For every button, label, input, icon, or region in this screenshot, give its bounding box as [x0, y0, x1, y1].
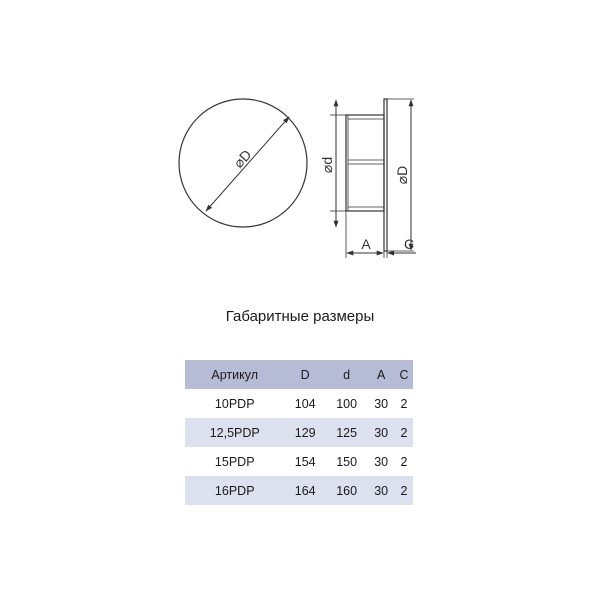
table-row [185, 476, 413, 505]
cell-article: 12,5PDP [185, 418, 284, 447]
front-diameter-label: ⌀D [230, 146, 255, 171]
cell-D: 164 [284, 476, 325, 505]
header-article: Артикул [185, 360, 284, 389]
cell-D: 104 [284, 389, 325, 418]
cell-D: 154 [284, 447, 325, 476]
dimensions-table [185, 360, 413, 505]
depth-label: A [361, 236, 371, 252]
cell-d: 125 [326, 418, 367, 447]
cell-C: 2 [395, 389, 413, 418]
front-view [179, 99, 307, 227]
header-D: D [284, 360, 325, 389]
side-view [319, 99, 416, 258]
cell-d: 150 [326, 447, 367, 476]
header-d: d [326, 360, 367, 389]
side-inner-diameter-label: ⌀d [319, 156, 335, 174]
header-C: C [395, 360, 413, 389]
cell-A: 30 [367, 389, 395, 418]
side-outer-diameter-label: ⌀D [394, 165, 410, 185]
side-view-flange [384, 99, 387, 251]
cell-d: 100 [326, 389, 367, 418]
cell-D: 129 [284, 418, 325, 447]
side-view-body [346, 115, 384, 211]
cell-article: 10PDP [185, 389, 284, 418]
page-title: Габаритные размеры [225, 308, 375, 325]
table-header-row [185, 360, 413, 389]
cell-A: 30 [367, 418, 395, 447]
cell-C: 2 [395, 447, 413, 476]
cell-article: 15PDP [185, 447, 284, 476]
cell-C: 2 [395, 418, 413, 447]
table-row [185, 447, 413, 476]
cell-C: 2 [395, 476, 413, 505]
header-A: A [367, 360, 395, 389]
cell-A: 30 [367, 447, 395, 476]
flange-label: C [403, 236, 415, 252]
table-row [185, 389, 413, 418]
cell-article: 16PDP [185, 476, 284, 505]
cell-A: 30 [367, 476, 395, 505]
cell-d: 160 [326, 476, 367, 505]
table-row [185, 418, 413, 447]
